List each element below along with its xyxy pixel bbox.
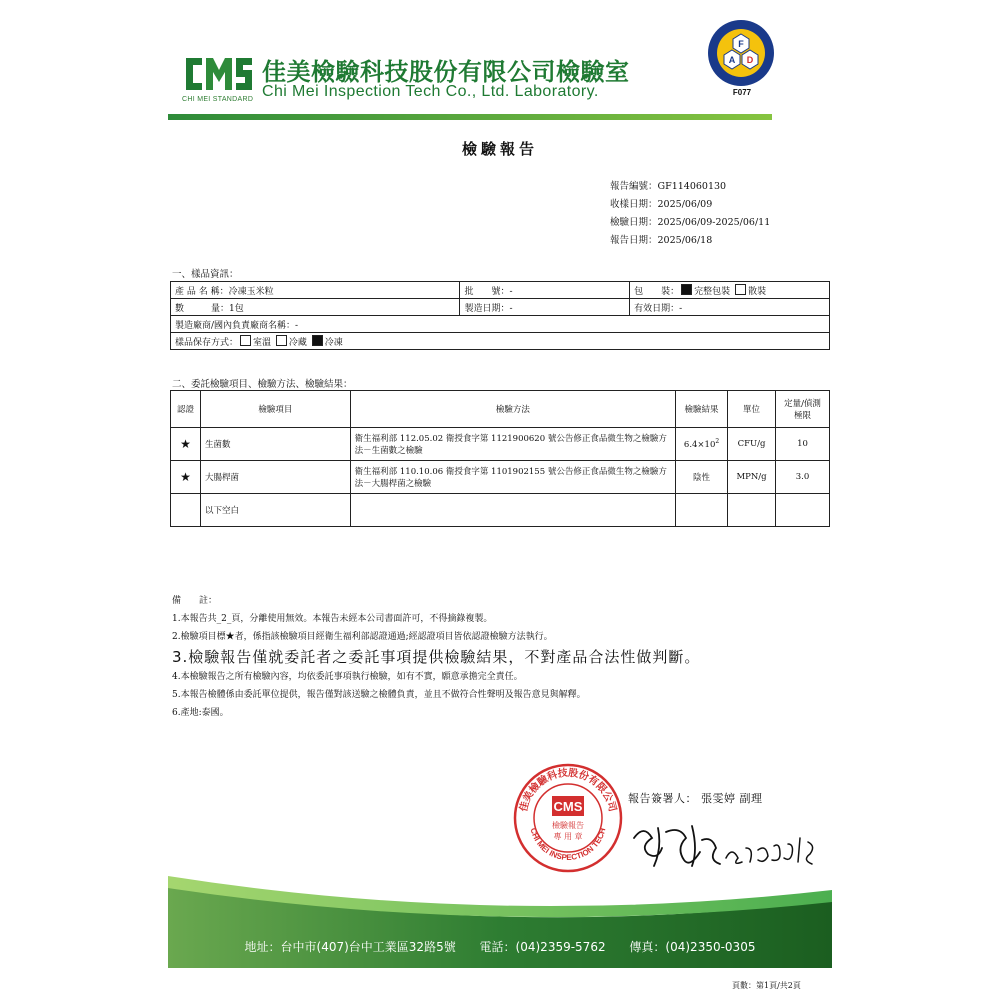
header-item: 檢驗項目: [200, 391, 350, 428]
report-date: 2025/06/18: [657, 235, 713, 246]
receive-date-row: [610, 196, 770, 214]
test-item: 大腸桿菌: [200, 461, 350, 494]
header-limit: 定量/偵測極限: [776, 391, 830, 428]
checkbox-unchecked: [276, 335, 287, 346]
package-option: 完整包裝: [694, 286, 731, 297]
note-item: 4.本檢驗報告之所有檢驗內容，均依委託事項執行檢驗，如有不實，願意承擔完全責任。: [172, 672, 523, 682]
quantity: 1包: [229, 303, 244, 314]
storage-option: 冷凍: [324, 337, 343, 348]
package-option: 散裝: [748, 286, 767, 297]
exp-date: -: [679, 303, 683, 314]
blank-row-label: 以下空白: [200, 494, 350, 527]
storage-cell: [171, 333, 830, 350]
field-label: 樣品保存方式：: [175, 337, 239, 348]
sample-info-table: [170, 281, 830, 350]
svg-text:D: D: [746, 55, 754, 65]
footer-address: 地址：台中市(407)台中工業區32路5號: [244, 940, 456, 954]
svg-text:CHI MEI INSPECTION TECH: CHI MEI INSPECTION TECH: [528, 827, 608, 863]
package-cell: [630, 282, 830, 299]
test-limit: 3.0: [776, 461, 830, 494]
test-result: [676, 428, 728, 461]
blank-cell: [728, 494, 776, 527]
checkbox-checked: [681, 284, 692, 295]
test-method: 衛生福利部 110.10.06 衛授食字第 1101902155 號公告修正食品微生物之檢驗方法－大腸桿菌之檢驗: [350, 461, 675, 494]
note-item: 1.本報告共_2_頁，分離使用無效。本報告未經本公司書面許可，不得摘錄複製。: [172, 614, 493, 624]
batch-number: -: [509, 286, 513, 297]
table-row: [171, 428, 830, 461]
results-header-row: [171, 391, 830, 428]
checkbox-unchecked: [240, 335, 251, 346]
note-item: 5.本報告檢體係由委託單位提供，報告僅對該送驗之檢體負責，並且不做符合性聲明及報告意見與解釋。: [172, 690, 586, 700]
svg-text:佳美檢驗科技股份有限公司: 佳美檢驗科技股份有限公司: [518, 767, 618, 813]
test-item: 生菌數: [200, 428, 350, 461]
meta-label: 檢驗日期：: [610, 217, 658, 228]
meta-label: 收樣日期：: [610, 199, 658, 210]
blank-cell: [776, 494, 830, 527]
signer-label: 報告簽署人：: [628, 792, 697, 805]
notes-section: [172, 592, 832, 722]
taf-accreditation-badge: [706, 18, 776, 88]
result-value: 陰性: [693, 473, 711, 483]
cms-logo: [182, 52, 254, 96]
field-label: 數 量：: [175, 303, 230, 314]
report-date-row: [610, 232, 770, 250]
blank-cell: [676, 494, 728, 527]
table-row-blank: [171, 494, 830, 527]
company-seal: [512, 762, 624, 874]
footer-phone: 電話：(04)2359-5762: [479, 940, 606, 954]
page-number: 頁數：第1頁/共2頁: [732, 981, 801, 990]
report-signer: [628, 790, 763, 806]
field-label: 製造日期：: [464, 303, 510, 314]
svg-text:A: A: [728, 55, 736, 65]
manufacturer-cell: [171, 316, 830, 333]
signer-title: 副理: [739, 792, 763, 805]
results-table: [170, 390, 830, 527]
test-date-row: [610, 214, 770, 232]
header-method: 檢驗方法: [350, 391, 675, 428]
accreditation-code: F077: [732, 88, 752, 97]
handwritten-signature: [628, 818, 828, 874]
footer-contact: [168, 938, 832, 955]
svg-text:CMS: CMS: [553, 799, 583, 814]
test-unit: MPN/g: [728, 461, 776, 494]
field-label: 有效日期：: [634, 303, 680, 314]
header-cert: 認證: [171, 391, 201, 428]
note-item: 2.檢驗項目標★者，係指該檢驗項目經衛生福利部認證通過;經認證項目皆依認證檢驗方法執行。: [172, 632, 553, 642]
batch-cell: [460, 282, 630, 299]
mfg-date-cell: [460, 299, 630, 316]
mfg-date: -: [509, 303, 513, 314]
field-label: 產 品 名 稱：: [175, 286, 229, 297]
receive-date: 2025/06/09: [657, 199, 713, 210]
company-name-english: Chi Mei Inspection Tech Co., Ltd. Laboratory.: [262, 83, 599, 100]
field-label: 包 裝：: [634, 286, 680, 297]
notes-title: 備 註：: [172, 596, 218, 606]
field-label: 製造廠商/國內負責廠商名稱：: [175, 320, 296, 331]
note-item: 6.產地:泰國。: [172, 708, 229, 718]
product-name: 冷凍玉米粒: [228, 286, 274, 297]
report-number: GF114060130: [657, 181, 727, 192]
quantity-cell: [171, 299, 460, 316]
storage-option: 冷藏: [288, 337, 307, 348]
footer-fax: 傳真：(04)2350-0305: [629, 940, 756, 954]
result-exponent: 2: [715, 438, 720, 446]
exp-date-cell: [630, 299, 830, 316]
header-unit: 單位: [728, 391, 776, 428]
svg-text:檢驗報告: 檢驗報告: [552, 821, 584, 830]
header-result: 檢驗結果: [676, 391, 728, 428]
test-limit: 10: [776, 428, 830, 461]
field-label: 批 號：: [464, 286, 510, 297]
meta-label: 報告編號：: [610, 181, 658, 192]
accredited-star-icon: ★: [171, 428, 201, 461]
meta-label: 報告日期：: [610, 235, 658, 246]
blank-cell: [171, 494, 201, 527]
report-meta: [610, 178, 770, 250]
blank-cell: [350, 494, 675, 527]
header-divider: [168, 114, 772, 120]
checkbox-checked: [312, 335, 323, 346]
svg-text:F: F: [738, 39, 744, 49]
result-value: 6.4×10: [683, 439, 716, 450]
table-row: [171, 461, 830, 494]
test-result: [676, 461, 728, 494]
company-name-chinese: 佳美檢驗科技股份有限公司檢驗室: [262, 58, 630, 86]
note-item-emphasis: 3.檢驗報告僅就委託者之委託事項提供檢驗結果，不對產品合法性做判斷。: [172, 648, 701, 666]
test-method: 衛生福利部 112.05.02 衛授食字第 1121900620 號公告修正食品微生物之檢驗方法－生菌數之檢驗: [350, 428, 675, 461]
sample-info-title: 一、樣品資訊：: [172, 269, 239, 280]
manufacturer: -: [295, 320, 299, 331]
results-title: 二、委託檢驗項目、檢驗方法、檢驗結果：: [172, 379, 353, 390]
accredited-star-icon: ★: [171, 461, 201, 494]
document-title: 檢驗報告: [461, 140, 538, 158]
product-name-cell: [171, 282, 460, 299]
test-date: 2025/06/09-2025/06/11: [657, 217, 771, 228]
storage-option: 室溫: [253, 337, 272, 348]
svg-text:專 用 章: 專 用 章: [553, 832, 583, 841]
logo-subtitle: CHI MEI STANDARD: [182, 96, 254, 103]
test-unit: CFU/g: [728, 428, 776, 461]
report-number-row: [610, 178, 770, 196]
checkbox-unchecked: [735, 284, 746, 295]
signer-name: 張雯婷: [701, 792, 736, 805]
